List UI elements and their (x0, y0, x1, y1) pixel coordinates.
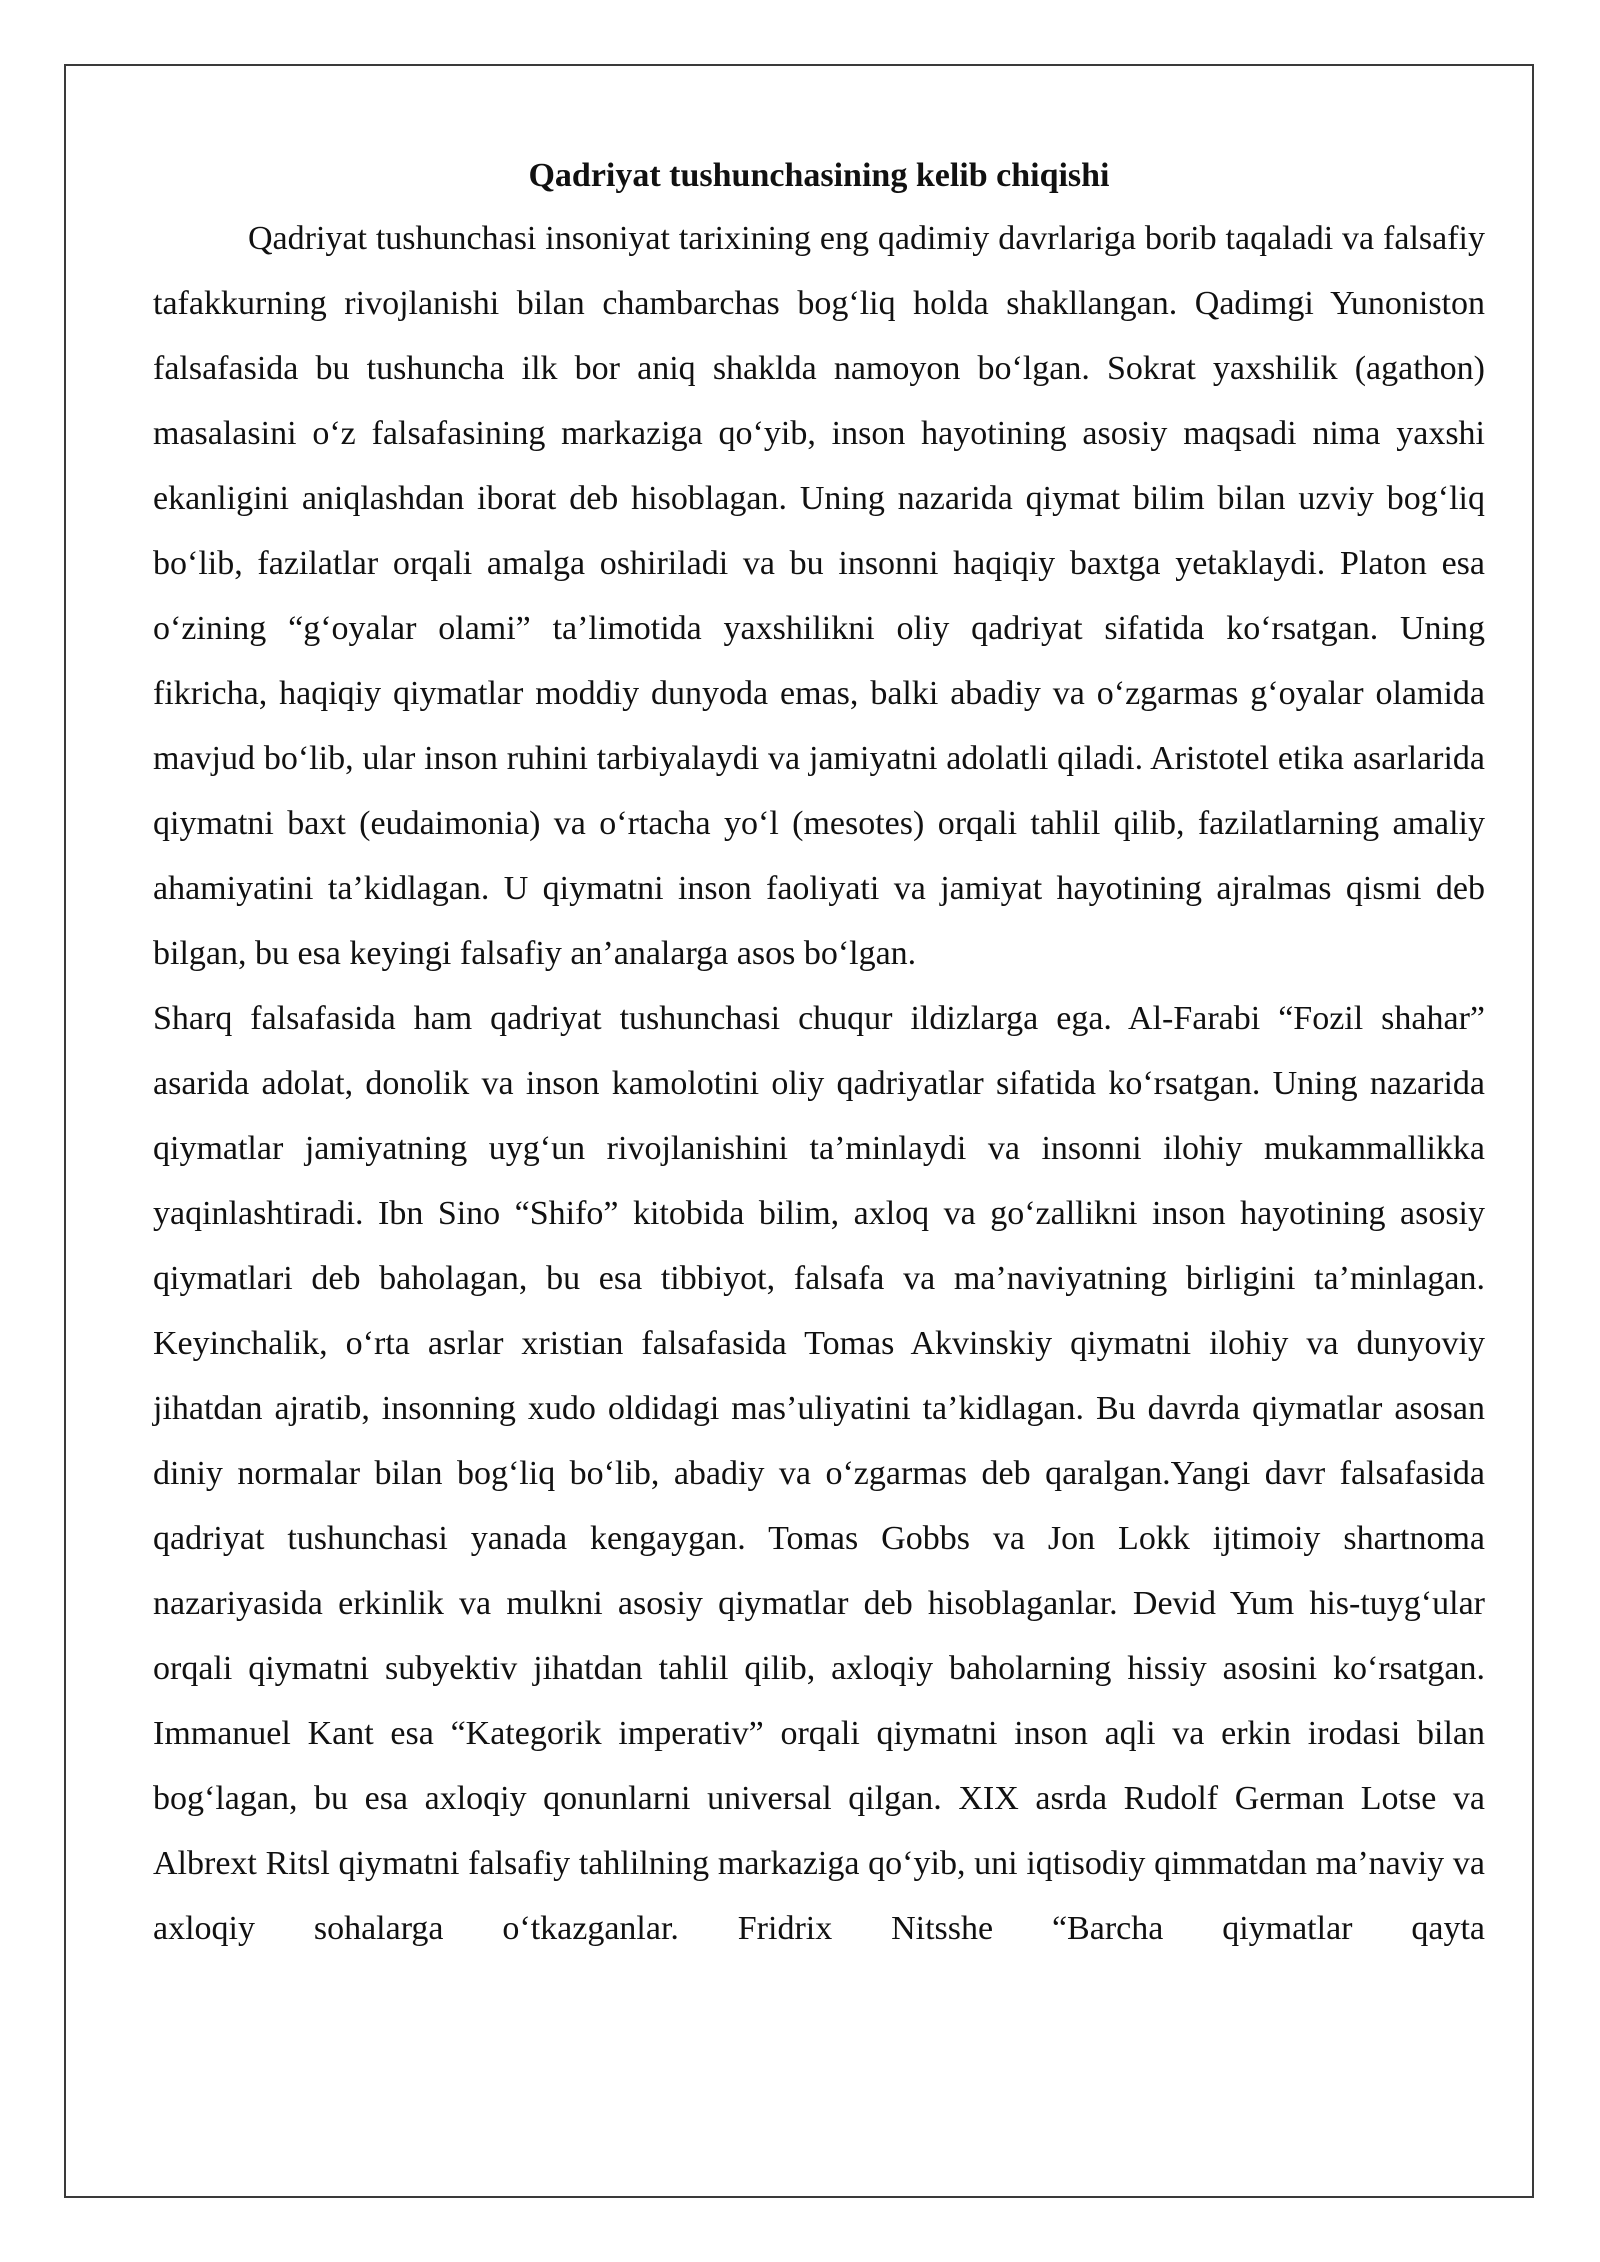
paragraph-1: Qadriyat tushunchasi insoniyat tarixining eng qadimiy davrlariga borib taqaladi va falsafiy tafakkurning rivojlanishi bilan chambarchas bog‘liq holda shakllangan. Qadimgi Yunoniston falsafasida bu tushuncha ilk bor aniq shaklda namoyon bo‘lgan. Sokrat yaxshilik (agathon) masalasini o‘z falsafasining markaziga qo‘yib, inson hayotining asosiy maqsadi nima yaxshi ekanligini aniqlashdan iborat deb hisoblagan. Uning nazarida qiymat bilim bilan uzviy bog‘liq bo‘lib, fazilatlar orqali amalga oshiriladi va bu insonni haqiqiy baxtga yetaklaydi. Platon esa o‘zining “g‘oyalar olami” ta’limotida yaxshilikni oliy qadriyat sifatida ko‘rsatgan. Uning fikricha, haqiqiy qiymatlar moddiy dunyoda emas, balki abadiy va o‘zgarmas g‘oyalar olamida mavjud bo‘lib, ular inson ruhini tarbiyalaydi va jamiyatni adolatli qiladi. Aristotel etika asarlarida qiymatni baxt (eudaimonia) va o‘rtacha yo‘l (mesotes) orqali tahlil qilib, fazilatlarning amaliy ahamiyatini ta’kidlagan. U qiymatni inson faoliyati va jamiyat hayotining ajralmas qismi deb bilgan, bu esa keyingi falsafiy an’analarga asos bo‘lgan. (153, 220, 1485, 972)
document-body (153, 146, 1485, 1961)
document-title: Qadriyat tushunchasining kelib chiqishi (528, 157, 1110, 194)
paragraph-2: Sharq falsafasida ham qadriyat tushunchasi chuqur ildizlarga ega. Al-Farabi “Fozil shahar” asarida adolat, donolik va inson kamolotini oliy qadriyatlar sifatida ko‘rsatgan. Uning nazarida qiymatlar jamiyatning uyg‘un rivojlanishini ta’minlaydi va insonni ilohiy mukammallikka yaqinlashtiradi. Ibn Sino “Shifo” kitobida bilim, axloq va go‘zallikni inson hayotining asosiy qiymatlari deb baholagan, bu esa tibbiyot, falsafa va ma’naviyatning birligini ta’minlagan. Keyinchalik, o‘rta asrlar xristian falsafasida Tomas Akvinskiy qiymatni ilohiy va dunyoviy jihatdan ajratib, insonning xudo oldidagi mas’uliyatini ta’kidlagan. Bu davrda qiymatlar asosan diniy normalar bilan bog‘liq bo‘lib, abadiy va o‘zgarmas deb qaralgan.Yangi davr falsafasida qadriyat tushunchasi yanada kengaygan. Tomas Gobbs va Jon Lokk ijtimoiy shartnoma nazariyasida erkinlik va mulkni asosiy qiymatlar deb hisoblaganlar. Devid Yum his-tuyg‘ular orqali qiymatni subyektiv jihatdan tahlil qilib, axloqiy baholarning hissiy asosini ko‘rsatgan. Immanuel Kant esa “Kategorik imperativ” orqali qiymatni inson aqli va erkin irodasi bilan bog‘lagan, bu esa axloqiy qonunlarni universal qilgan. XIX asrda Rudolf German Lotse va Albrext Ritsl qiymatni falsafiy tahlilning markaziga qo‘yib, uni iqtisodiy qimmatdan ma’naviy va axloqiy sohalarga o‘tkazganlar. Fridrix Nitsshe “Barcha qiymatlar qayta (153, 1000, 1485, 1947)
